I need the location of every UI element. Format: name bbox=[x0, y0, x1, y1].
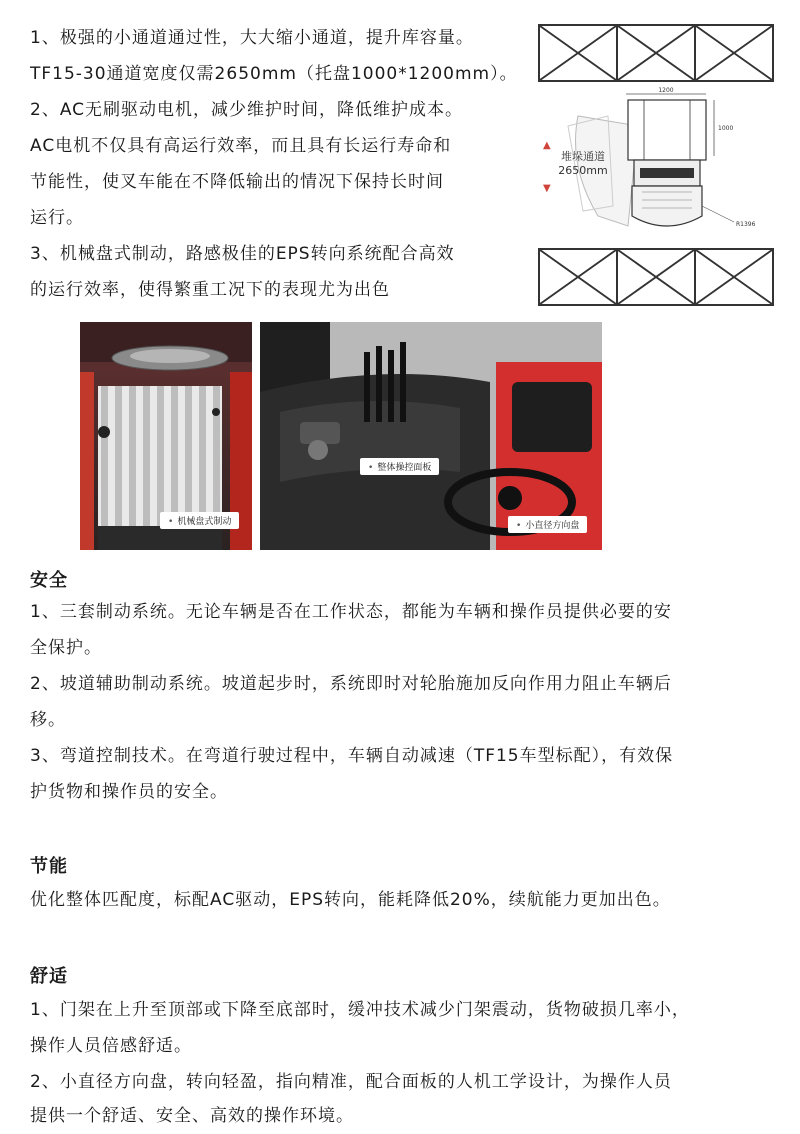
comfort-line-4: 提供一个舒适、安全、高效的操作环境。 bbox=[30, 1106, 354, 1126]
comfort-line-1: 1、门架在上升至顶部或下降至底部时，缓冲技术减少门架震动，货物破损几率小， bbox=[30, 1000, 690, 1020]
intro-line-3: 2、AC无刷驱动电机，减少维护时间，降低维护成本。 bbox=[30, 100, 464, 120]
intro-line-6: 运行。 bbox=[30, 208, 84, 228]
section-title-comfort: 舒适 bbox=[30, 966, 68, 987]
intro-line-8: 的运行效率，使得繁重工况下的表现尤为出色 bbox=[30, 280, 390, 300]
dim-radius: R1396 bbox=[736, 221, 756, 228]
rack-cell bbox=[694, 24, 774, 82]
section-title-energy: 节能 bbox=[30, 856, 68, 877]
control-panel-tag: • 整体操控面板 bbox=[360, 458, 439, 475]
aisle-label-text: 堆垛通道 bbox=[561, 150, 605, 163]
energy-line-1: 优化整体匹配度，标配AC驱动，EPS转向，能耗降低20%，续航能力更加出色。 bbox=[30, 890, 671, 910]
aisle-label bbox=[548, 150, 618, 178]
rack-row-top bbox=[538, 24, 772, 82]
safety-line-1: 1、三套制动系统。无论车辆是否在工作状态，都能为车辆和操作员提供必要的安 bbox=[30, 602, 672, 622]
rack-cell bbox=[694, 248, 774, 306]
intro-line-5: 节能性，使叉车能在不降低输出的情况下保持长时间 bbox=[30, 172, 444, 192]
dim-width: 1200 bbox=[658, 87, 674, 94]
rack-cell bbox=[538, 24, 618, 82]
steering-wheel-tag: • 小直径方向盘 bbox=[508, 516, 587, 533]
intro-line-2: TF15-30通道宽度仅需2650mm（托盘1000*1200mm）。 bbox=[30, 64, 518, 84]
brake-photo-tag: • 机械盘式制动 bbox=[160, 512, 239, 529]
aisle-arrow-down-icon: ▼ bbox=[543, 183, 551, 194]
safety-line-3: 2、坡道辅助制动系统。坡道起步时，系统即时对轮胎施加反向作用力阻止车辆后 bbox=[30, 674, 672, 694]
section-title-safety: 安全 bbox=[30, 570, 68, 591]
intro-line-7: 3、机械盘式制动，路感极佳的EPS转向系统配合高效 bbox=[30, 244, 455, 264]
safety-line-2: 全保护。 bbox=[30, 638, 102, 658]
rack-cell bbox=[538, 248, 618, 306]
safety-line-4: 移。 bbox=[30, 710, 66, 730]
dim-depth: 1000 bbox=[718, 125, 734, 132]
intro-line-4: AC电机不仅具有高运行效率，而且具有长运行寿命和 bbox=[30, 136, 452, 156]
aisle-arrow-up-icon: ▲ bbox=[543, 140, 551, 151]
aisle-label-width: 2650mm bbox=[558, 164, 608, 177]
comfort-line-3: 2、小直径方向盘，转向轻盈，指向精准，配合面板的人机工学设计，为操作人员 bbox=[30, 1072, 672, 1092]
rack-row-bottom bbox=[538, 248, 772, 306]
intro-line-1: 1、极强的小通道通过性，大大缩小通道，提升库容量。 bbox=[30, 28, 474, 48]
brake-photo bbox=[80, 322, 252, 550]
comfort-line-2: 操作人员倍感舒适。 bbox=[30, 1036, 192, 1056]
rack-cell bbox=[616, 248, 696, 306]
rack-cell bbox=[616, 24, 696, 82]
safety-line-5: 3、弯道控制技术。在弯道行驶过程中，车辆自动减速（TF15车型标配），有效保 bbox=[30, 746, 674, 766]
safety-line-6: 护货物和操作员的安全。 bbox=[30, 782, 228, 802]
control-panel-photo bbox=[260, 322, 602, 550]
